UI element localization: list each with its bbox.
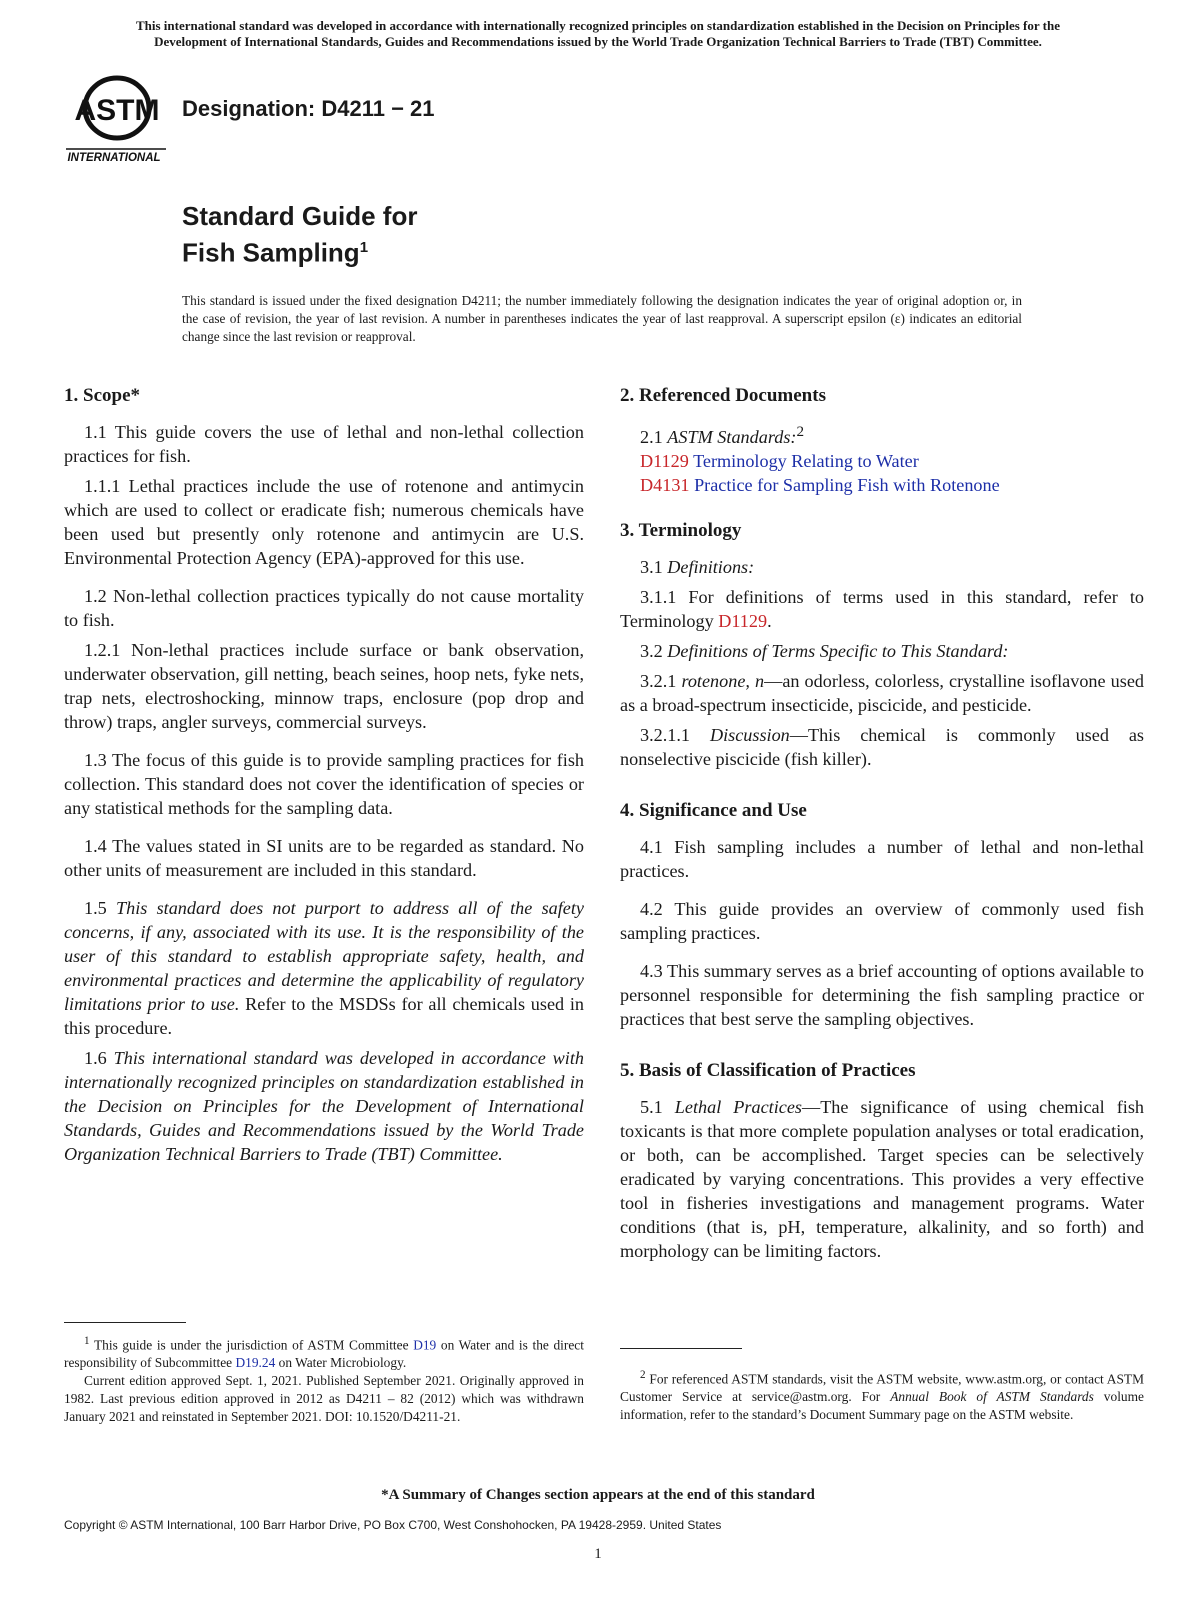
title-text: Fish Sampling [182,237,360,268]
term-rotenone-definition: —an odorless, colorless, crystalline isoflavone used as a broad-spectrum insecticide, piscicide, and pesticide. [620,671,1144,716]
para-3-1-1 [620,585,1144,633]
footnote-1-text-a: This guide is under the jurisdiction of ASTM Committee [93,1337,409,1353]
left-column [64,384,584,1172]
title-footnote-mark: 1 [359,239,369,256]
para-4-2: 4.2 This guide provides an overview of commonly used fish sampling practices. [620,899,1144,944]
para-5-1-number: 5.1 [640,1097,663,1118]
ref-title[interactable]: Terminology Relating to Water [693,451,919,472]
para-1-5-msds-text: Refer to the MSDSs for all chemicals used in this procedure. [64,994,584,1038]
referenced-heading: 2. Referenced Documents [620,385,826,406]
para-5-1-text: —The significance of using chemical fish toxicants is that more complete population analyses or total eradication, or both, can be accomplished. Target species can be selectively eradicated by varying concentrations. This provides a very effective tool in fisheries investigations and management programs. Water conditions (that is, pH, temperature, alkalinity, and so forth) and morphology can be limiting factors. [620,1097,1145,1262]
committee-d19-link[interactable]: D19 [413,1337,437,1353]
para-1-5 [64,896,584,1040]
discussion-label: Discussion [709,725,790,746]
footnote-1-para-1 [64,1332,584,1372]
para-3-2-1-1-number: 3.2.1.1 [640,725,691,746]
footnote-rule-right [620,1348,742,1349]
footnote-2 [620,1366,1144,1424]
para-1-6-text: This international standard was developed in accordance with internationally recognized principles on standardization established in the Decision on Principles for the Development of International Standards, Guides and Recommendations issued by the World Trade Organization Technical Barriers to Trade (TBT) Committee. [64,1048,585,1164]
para-5-1 [620,1095,1144,1263]
para-1-2-1: 1.2.1 Non-lethal practices include surface or bank observation, underwater observation, gill netting, beach seines, hoop nets, fyke nets, trap nets, electroshocking, minnow traps, enclosure (pop drop and throw) traps, angler surveys, commercial surveys. [64,640,584,732]
para-3-2-number: 3.2 [640,641,663,662]
discussion-text: —This chemical is commonly used as nonselective piscicide (fish killer). [620,725,1145,770]
para-1-5-number: 1.5 [84,898,107,918]
term-rotenone: rotenone, n [681,671,765,692]
footnote-1-text-b: on Water and is the direct responsibility of Subcommittee [64,1337,584,1371]
lethal-practices-label: Lethal Practices [674,1097,802,1118]
document-title [182,200,417,269]
issuance-statement: This standard is issued under the fixed designation D4211; the number immediately following the designation indicates the year of original adoption or, in the case of revision, the year of last revision. A number in parentheses indicates the year of last reapproval. A superscript epsilon (ε) indicates an editorial change since the last revision or reapproval. [182,293,1022,344]
footnote-2-italic: Annual Book of ASTM Standards [890,1389,1094,1405]
d1129-link[interactable]: D1129 [718,611,768,632]
notice-line-1: This international standard was developed in accordance with internationally recognized principles on standardization established in the Decision on Principles for the [135,18,1060,33]
reference-d4131[interactable] [640,473,1144,497]
para-3-1 [620,555,1144,579]
footnote-2-para [620,1366,1144,1424]
footnote-2-mark: 2 [640,1369,646,1381]
astm-logo [62,68,172,168]
notice-line-2: Development of International Standards, Guides and Recommendations issued by the World Trade Organization Technical Barriers to Trade (TBT) Committee. [154,34,1042,49]
para-1-3: 1.3 The focus of this guide is to provide sampling practices for fish collection. This standard does not cover the identification of species or any statistical methods for the sampling data. [64,750,584,818]
subcommittee-d19-24-link[interactable]: D19.24 [235,1355,276,1371]
para-1-6-number: 1.6 [84,1048,107,1068]
reference-d1129[interactable] [640,449,1144,473]
summary-of-changes-note: *A Summary of Changes section appears at the end of this standard [381,1487,815,1503]
basis-heading: 5. Basis of Classification of Practices [620,1060,916,1082]
para-3-1-number: 3.1 [640,557,663,578]
para-3-2-1-number: 3.2.1 [640,671,677,692]
para-3-1-label: Definitions: [667,557,755,578]
footnote-1-para-2: Current edition approved Sept. 1, 2021. Published September 2021. Originally approved in 1982. Last previous edition approved in 2012 as D4211 – 82 (2012) which was withdrawn January 2021 and reinstated in September 2021. DOI: 10.1520/D4211-21. [64,1373,584,1425]
para-3-2-1 [620,669,1144,717]
astm-standards-label [640,420,1144,449]
footnote-2-text-a: For referenced ASTM standards, visit the ASTM website, www.astm.org, or contact ASTM Customer Service at service@astm.org. For [620,1371,1144,1405]
logo-subtext: INTERNATIONAL [67,152,161,164]
ref-title[interactable]: Practice for Sampling Fish with Rotenone [694,475,1000,496]
para-3-1-1-end: . [767,611,772,632]
para-1-6 [64,1046,584,1166]
logo-text: ASTM [74,94,160,127]
para-3-2 [620,639,1144,663]
para-4-3: 4.3 This summary serves as a brief accounting of options available to personnel responsible for determining the fish sampling practice or practices that best serve the sampling objectives. [620,961,1144,1030]
footnote-1-mark: 1 [84,1335,90,1347]
standards-notice [60,18,1136,50]
right-column [620,384,1144,1269]
ref-footnote-mark: 2 [796,423,805,440]
significance-heading: 4. Significance and Use [620,800,807,822]
para-1-1: 1.1 This guide covers the use of lethal and non-lethal collection practices for fish. [64,422,584,466]
para-1-1-1: 1.1.1 Lethal practices include the use of rotenone and antimycin which are used to collect or eradicate fish; numerous chemicals have been used but presently only rotenone and antimycin are U.S. Environmental Protection Agency (EPA)-approved for this use. [64,476,584,568]
para-1-2: 1.2 Non-lethal collection practices typically do not cause mortality to fish. [64,586,584,630]
scope-heading: 1. Scope* [64,385,140,406]
para-4-1: 4.1 Fish sampling includes a number of lethal and non-lethal practices. [620,837,1144,882]
para-3-2-label: Definitions of Terms Specific to This Standard: [667,641,1009,662]
footnote-1 [64,1332,584,1426]
ref-code[interactable]: D1129 [640,451,689,472]
page-number: 1 [594,1546,602,1562]
title-line-1: Standard Guide for [182,201,418,231]
ref-sub-number: 2.1 [640,427,663,448]
footnote-rule-left [64,1322,186,1323]
ref-sub-label: ASTM Standards: [667,427,797,448]
footnote-1-text-c: on Water Microbiology. [278,1355,407,1371]
ref-code[interactable]: D4131 [640,475,690,496]
para-3-1-1-text: 3.1.1 For definitions of terms used in this standard, refer to Terminology [620,587,1144,632]
footnote-2-text-b: volume information, refer to the standard’s Document Summary page on the ASTM website. [620,1389,1144,1423]
copyright-line: Copyright © ASTM International, 100 Barr Harbor Drive, PO Box C700, West Conshohocken, PA 19428-2959. United States [64,1518,722,1532]
para-3-2-1-1 [620,723,1144,771]
terminology-heading: 3. Terminology [620,520,742,542]
para-1-4: 1.4 The values stated in SI units are to be regarded as standard. No other units of measurement are included in this standard. [64,836,584,880]
title-line-2 [182,232,417,269]
designation: Designation: D4211 − 21 [182,96,435,121]
para-1-5-safety-text: This standard does not purport to address all of the safety concerns, if any, associated with its use. It is the responsibility of the user of this standard to establish appropriate safety, health, and environmental practices and determine the applicability of regulatory limitations prior to use. [64,898,584,1014]
